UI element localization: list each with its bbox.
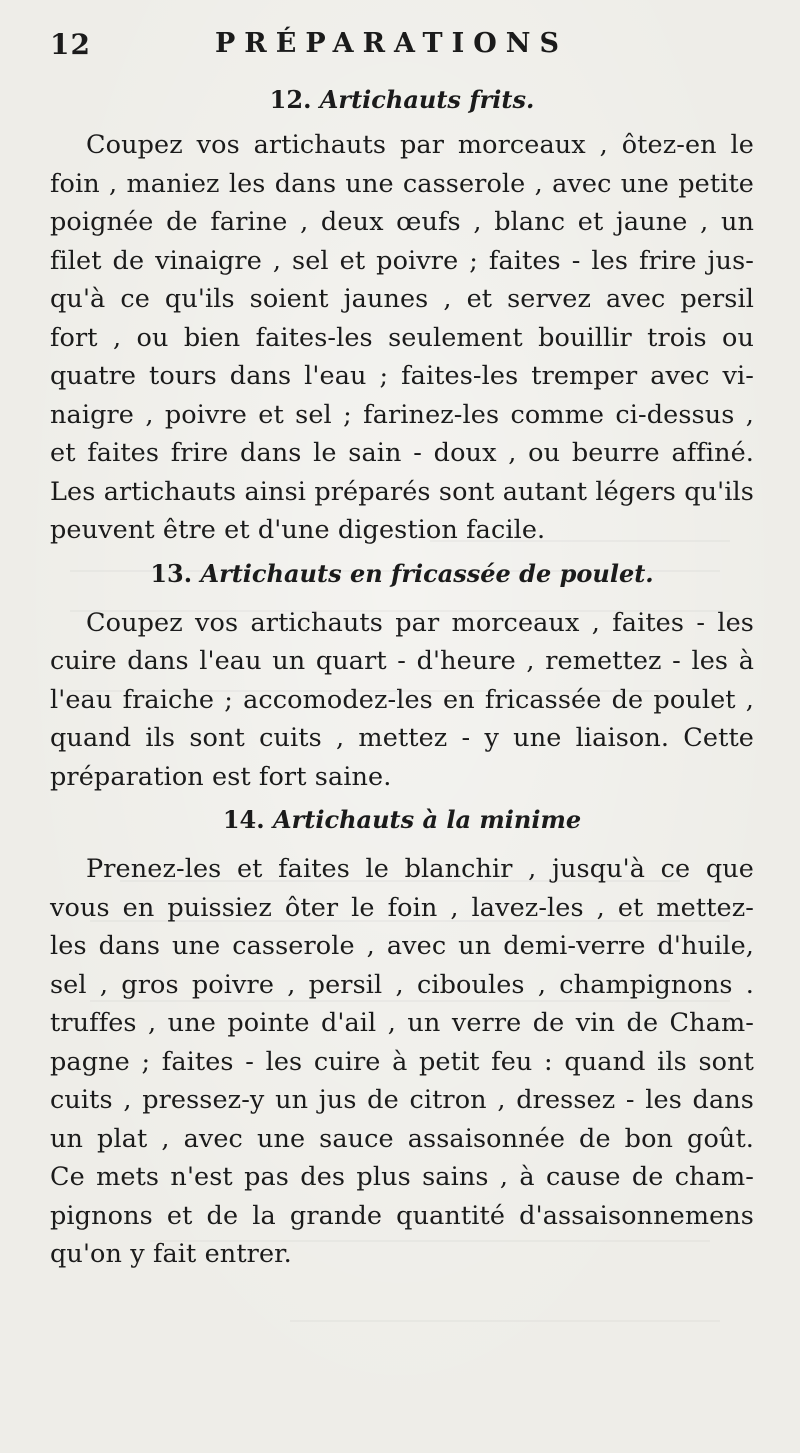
text-line: Ce mets n'est pas des plus sains , à cause de cham- xyxy=(50,1162,754,1192)
text-line: naigre , poivre et sel ; farinez-les comme ci-dessus , xyxy=(50,399,754,430)
text-line: Coupez vos artichauts par morceaux , ôtez-en le xyxy=(86,130,754,160)
text-line: vous en puissiez ôter le foin , lavez-les , et mettez- xyxy=(50,892,754,923)
text-line: quatre tours dans l'eau ; faites-les tremper avec vi- xyxy=(50,361,754,391)
text-line: truffes , une pointe d'ail , un verre de vin de Cham- xyxy=(50,1008,754,1038)
running-head xyxy=(50,28,750,68)
page-number: 12 xyxy=(50,28,91,61)
text-line: poignée de farine , deux œufs , blanc et jaune , un xyxy=(50,207,754,237)
text-line: l'eau fraiche ; accomodez-les en fricassée de poulet , xyxy=(50,684,754,715)
text-line: Prenez-les et faites le blanchir , jusqu'à ce que xyxy=(86,854,754,884)
text-line: un plat , avec une sauce assaisonnée de bon goût. xyxy=(50,1123,754,1154)
section-paragraph xyxy=(50,850,754,1274)
text-line: qu'à ce qu'ils soient jaunes , et servez avec persil xyxy=(50,284,754,314)
section-title: Artichauts à la minime xyxy=(272,805,582,834)
text-line: cuits , pressez-y un jus de citron , dressez - les dans xyxy=(50,1085,754,1115)
page-content xyxy=(50,84,754,1274)
text-line: Coupez vos artichauts par morceaux , faites - les xyxy=(86,607,754,638)
section-title: Artichauts en fricassée de poulet. xyxy=(200,558,654,588)
section-title: Artichauts frits. xyxy=(319,85,535,114)
section-paragraph xyxy=(50,126,754,550)
text-line: pignons et de la grande quantité d'assaisonnemens xyxy=(50,1200,754,1231)
text-line: pagne ; faites - les cuire à petit feu : quand ils sont xyxy=(50,1046,754,1077)
section-heading xyxy=(50,84,754,116)
text-line: foin , maniez les dans une casserole , avec une petite xyxy=(50,168,754,199)
section-heading xyxy=(50,804,754,836)
section-number: 14. xyxy=(222,805,265,834)
text-line: sel , gros poivre , persil , ciboules , champignons . xyxy=(50,969,754,1000)
section-heading xyxy=(50,558,754,590)
text-line: Les artichauts ainsi préparés sont autant légers qu'ils xyxy=(50,476,754,507)
running-title: PRÉPARATIONS xyxy=(215,28,568,59)
text-line: fort , ou bien faites-les seulement bouillir trois ou xyxy=(50,322,754,353)
text-line: les dans une casserole , avec un demi-verre d'huile, xyxy=(50,931,754,961)
text-line: et faites frire dans le sain - doux , ou beurre affiné. xyxy=(50,438,754,468)
section-number: 13. xyxy=(150,558,193,588)
text-line: qu'on y fait entrer. xyxy=(50,1239,292,1269)
section-paragraph xyxy=(50,604,754,797)
text-line: quand ils sont cuits , mettez - y une liaison. Cette xyxy=(50,723,754,753)
section-number: 12. xyxy=(269,85,312,114)
text-line: filet de vinaigre , sel et poivre ; faites - les frire jus- xyxy=(50,245,754,276)
text-line: préparation est fort saine. xyxy=(50,761,392,792)
text-line: peuvent être et d'une digestion facile. xyxy=(50,515,546,545)
text-line: cuire dans l'eau un quart - d'heure , remettez - les à xyxy=(50,646,754,676)
